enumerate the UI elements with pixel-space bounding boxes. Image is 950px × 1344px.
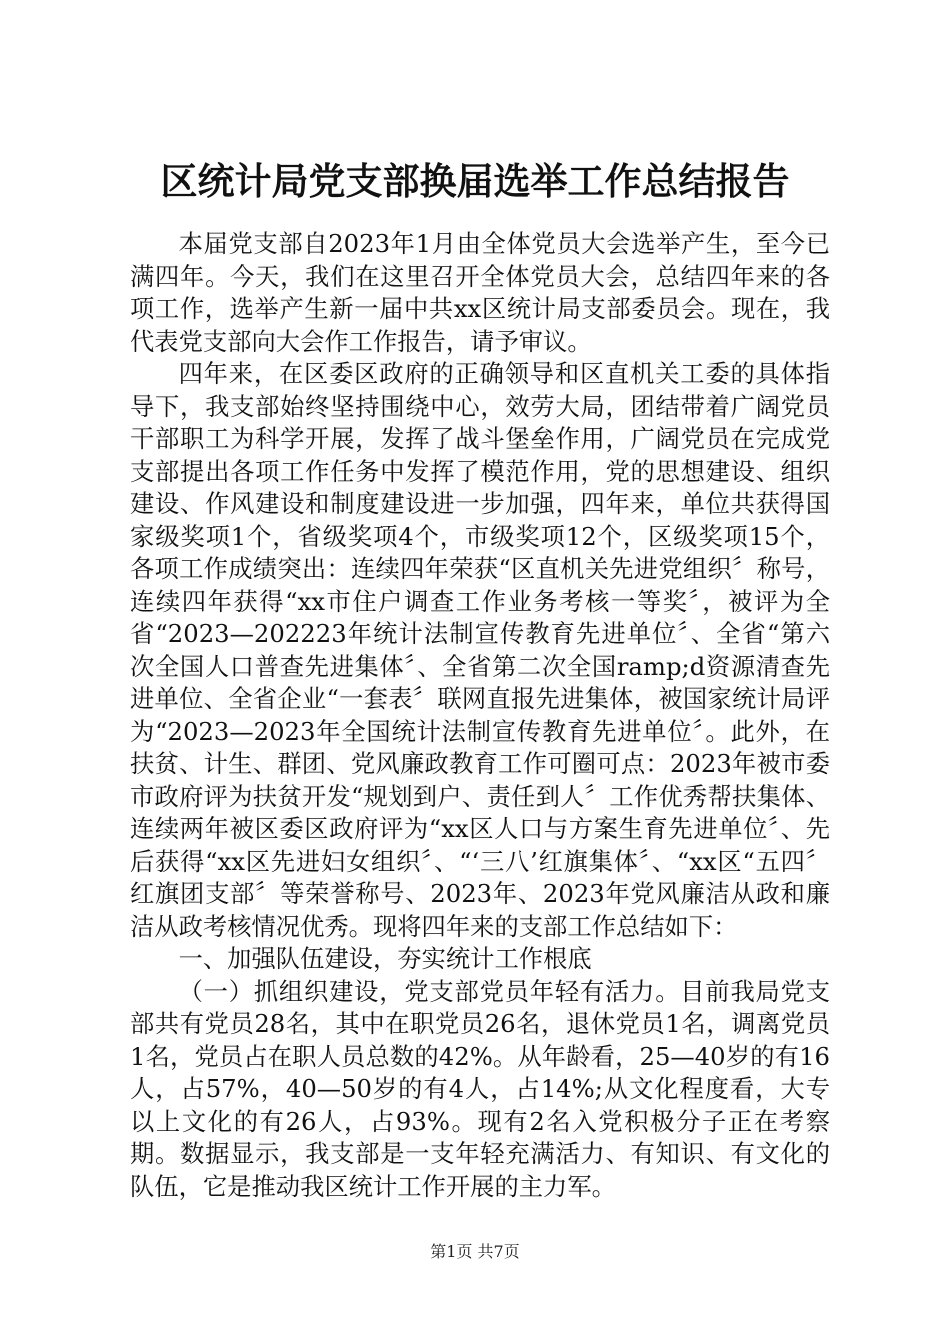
paragraph-achievements: 四年来，在区委区政府的正确领导和区直机关工委的具体指导下，我支部始终坚持围绕中心，效劳大局，团结带着广阔党员干部职工为科学开展，发挥了战斗堡垒作用，广阔党员在完成党支部提出各项工作任务中发挥了模范作用，党的思想建设、组织建设、作风建设和制度建设进一步加强，四年来，单位共获得国家级奖项1个，省级奖项4个，市级奖项12个，区级奖项15个，各项工作成绩突出：连续四年荣获“区直机关先进党组织〞称号，连续四年获得“xx市住户调查工作业务考核一等奖〞，被评为全省“2023—202223年统计法制宣传教育先进单位〞、全省“第六次全国人口普查先进集体〞、全省第二次全国ramp;d资源清查先进单位、全省企业“一套表〞联网直报先进集体，被国家统计局评为“2023—2023年全国统计法制宣传教育先进单位〞。此外，在扶贫、计生、群团、党风廉政教育工作可圈可点：2023年被市委市政府评为扶贫开发“规划到户、责任到人〞工作优秀帮扶集体、连续两年被区委区政府评为“xx区人口与方案生育先进单位〞、先后获得“xx区先进妇女组织〞、“‘三八’红旗集体〞、“xx区“五四〞红旗团支部〞等荣誉称号、2023年、2023年党风廉洁从政和廉洁从政考核情况优秀。现将四年来的支部工作总结如下： bbox=[130, 359, 830, 941]
paragraph-intro: 本届党支部自2023年1月由全体党员大会选举产生，至今已满四年。今天，我们在这里召开全体党员大会，总结四年来的各项工作，选举产生新一届中共xx区统计局支部委员会。现在，我代表党支部向大会作工作报告，请予审议。 bbox=[130, 229, 830, 356]
paragraph-organization: （一）抓组织建设，党支部党员年轻有活力。目前我局党支部共有党员28名，其中在职党员26名，退休党员1名，调离党员1名，党员占在职人员总数的42%。从年龄看，25—40岁的有16人，占57%，40—50岁的有4人，占14%;从文化程度看，大专以上文化的有26人，占93%。现有2名入党积极分子正在考察期。数据显示，我支部是一支年轻充满活力、有知识、有文化的队伍，它是推动我区统计工作开展的主力军。 bbox=[130, 976, 830, 1201]
page-number: 第1页 共7页 bbox=[430, 1242, 520, 1261]
document-body bbox=[130, 228, 830, 1203]
document-title: 区统计局党支部换届选举工作总结报告 bbox=[160, 159, 790, 203]
section-heading: 一、加强队伍建设，夯实统计工作根底 bbox=[178, 944, 592, 973]
